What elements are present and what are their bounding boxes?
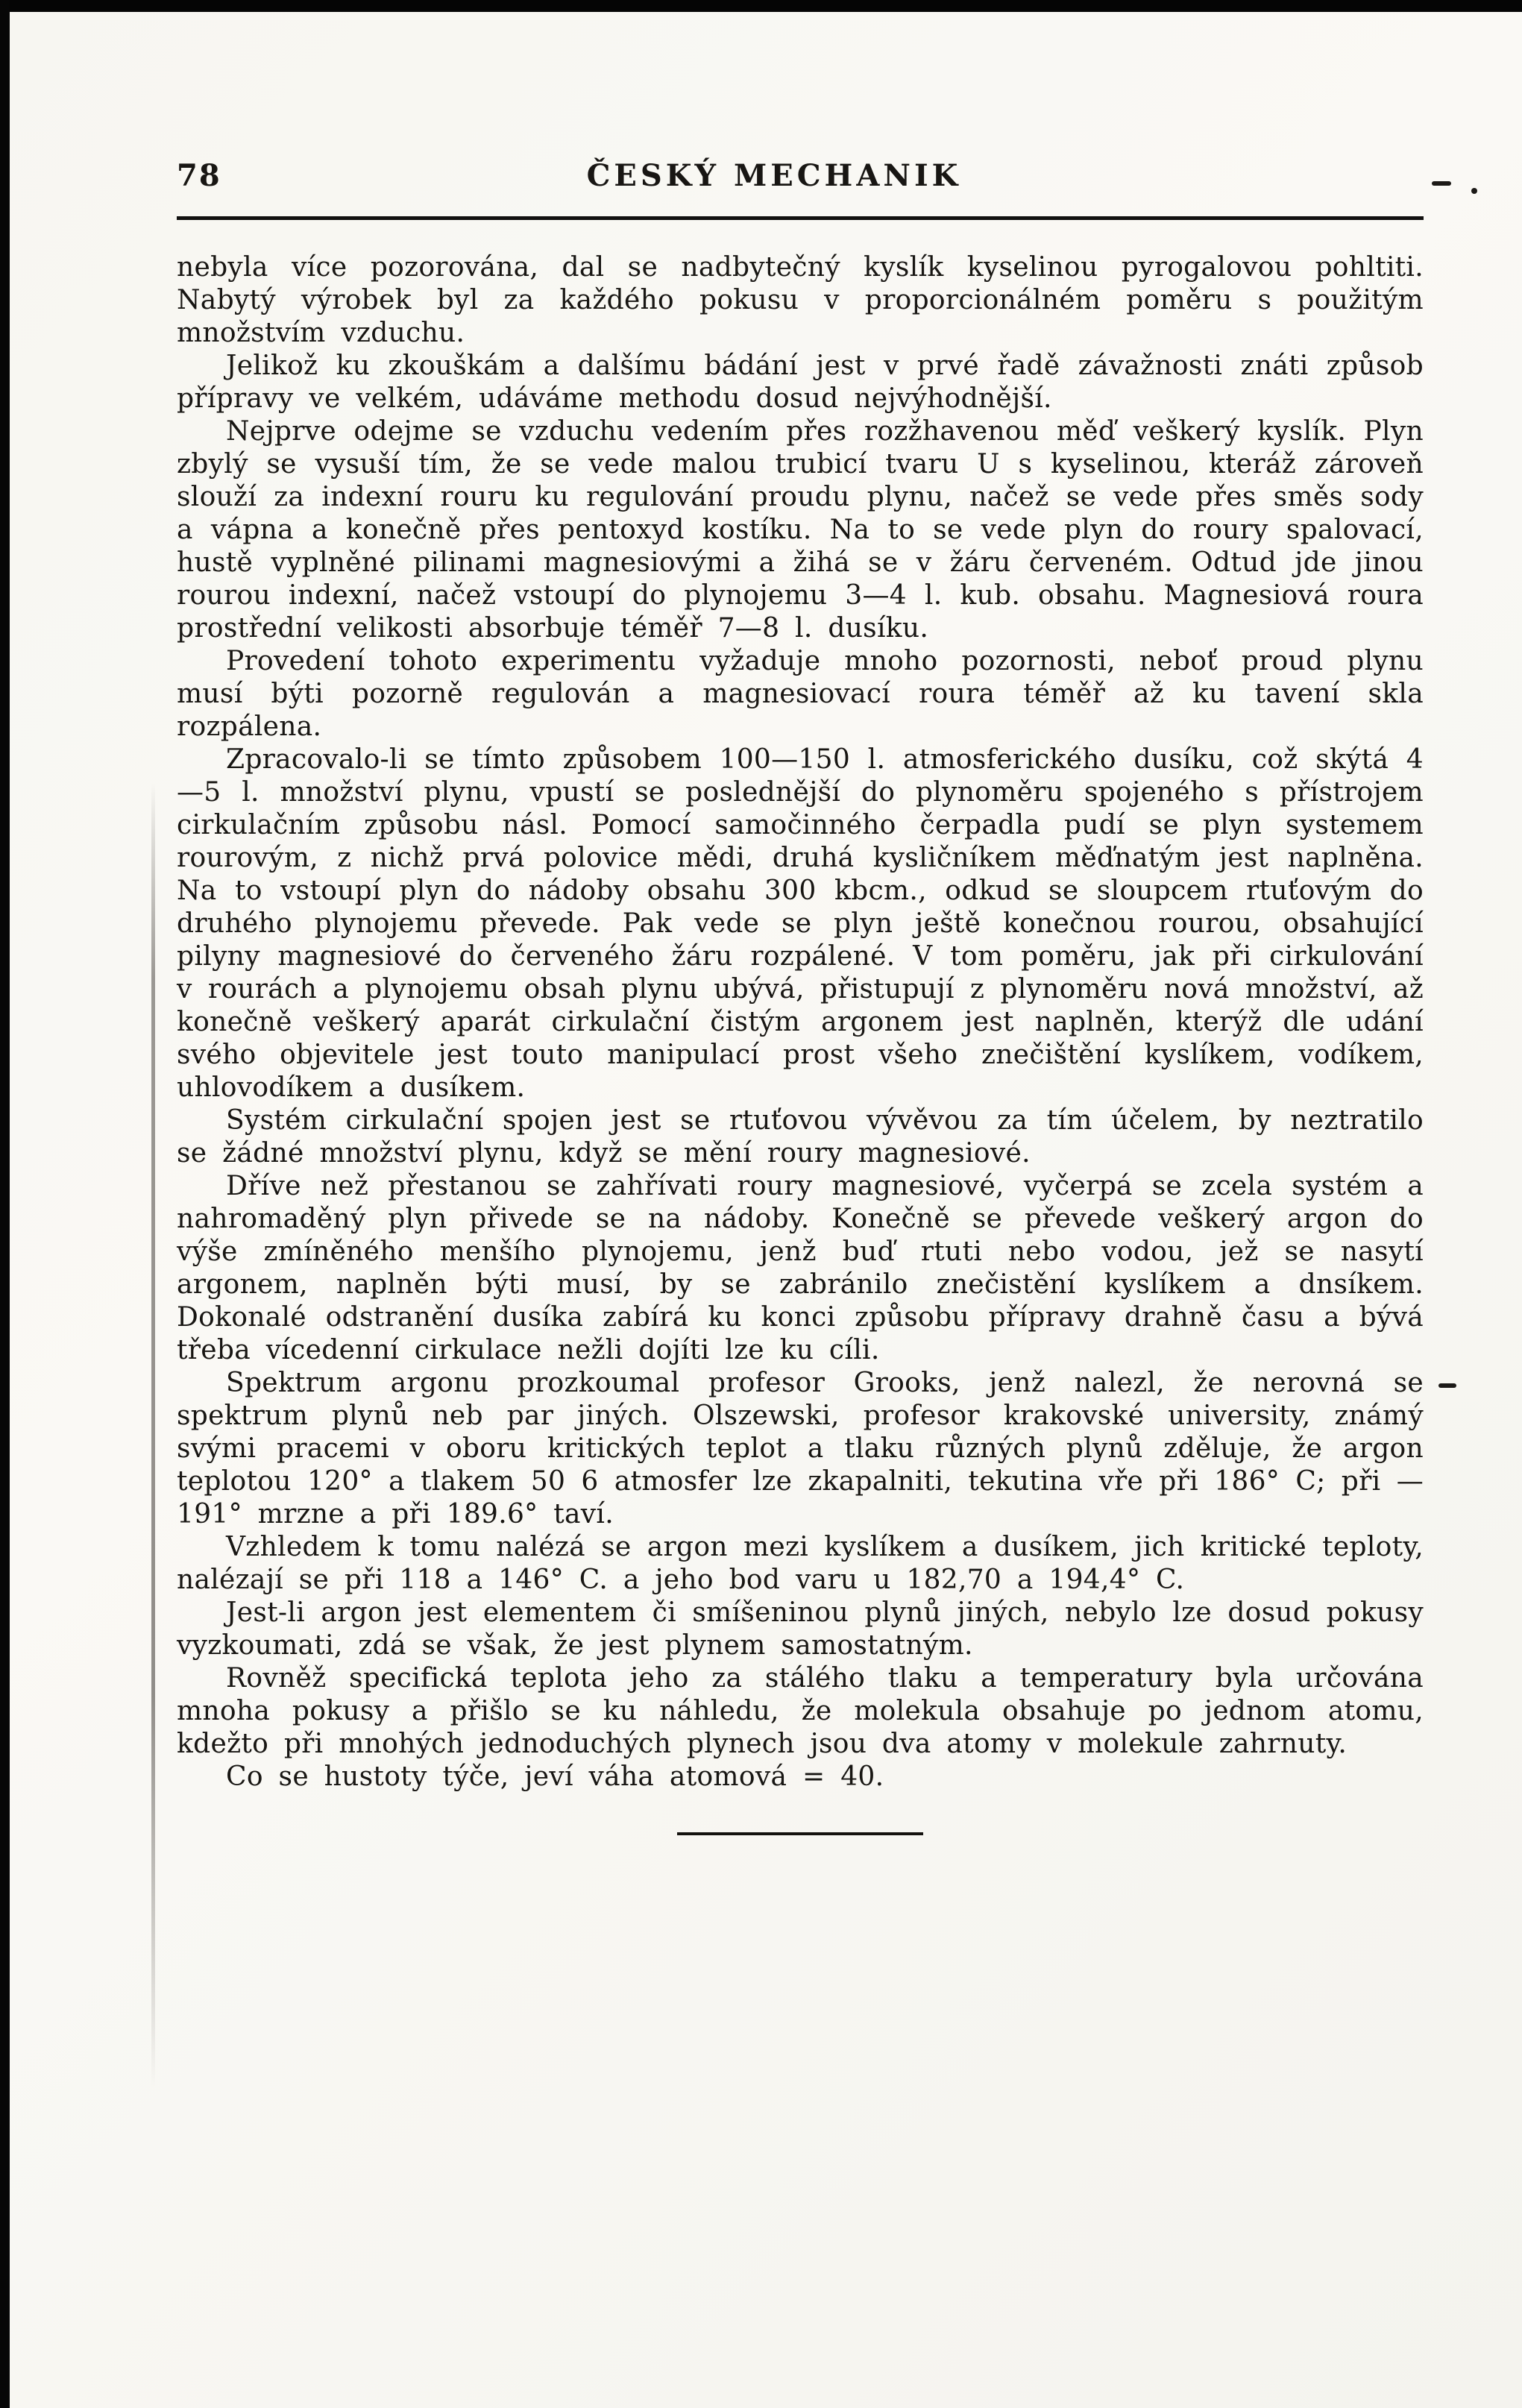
journal-title: ČESKÝ MECHANIK [586, 158, 962, 193]
paragraph: Rovněž specifická teplota jeho za stálého tlaku a temperatury byla určována mnoha pokusy a přišlo se ku náhledu, že molekula obsahuje po jednom atomu, kdežto při mnohých jednoduchých plynech jsou dva atomy v molekule zahrnuty. [177, 1663, 1424, 1759]
scan-artifact [1432, 181, 1451, 186]
scan-edge-top [0, 0, 1522, 12]
scan-artifact [1438, 1383, 1456, 1388]
section-end-rule [677, 1832, 923, 1835]
paragraph: Nejprve odejme se vzduchu vedením přes rozžhavenou měď veškerý kyslík. Plyn zbylý se vysuší tím, že se vede malou trubicí tvaru U s kyselinou, kteráž zároveň slouží za indexní rouru ku regulování proudu plynu, načež se vede přes směs sody a vápna a konečně přes pentoxyd kostíku. Na to se vede plyn do roury spalovací, hustě vyplněné pilinami magnesiovými a žihá se v žáru červeném. Odtud jde jinou rourou indexní, načež vstoupí do plynojemu 3—4 l. kub. obsahu. Magnesiová roura prostřední velikosti absorbuje téměř 7—8 l. dusíku. [177, 416, 1424, 644]
paragraph: Co se hustoty týče, jeví váha atomová = 40. [226, 1761, 884, 1792]
paragraph: Zpracovalo-li se tímto způsobem 100—150 l. atmosferického dusíku, což skýtá 4—5 l. množství plynu, vpustí se poslednější do plynoměru spojeného s přístrojem cirkulačním způsobu násl. Pomocí samočinného čerpadla pudí se plyn systemem rourovým, z nichž prvá polovice mědi, druhá kysličníkem měďnatým jest naplněna. Na to vstoupí plyn do nádoby obsahu 300 kbcm., odkud se sloupcem rtuťovým do druhého plynojemu převede. Pak vede se plyn ještě konečnou rourou, obsahující pilyny magnesiové do červeného žáru rozpálené. V tom poměru, jak při cirkulování v rourách a plynojemu obsah plynu ubývá, přistupují z plynoměru nová množství, až konečně veškerý aparát cirkulační čistým argonem jest naplněn, kterýž dle udání svého objevitele jest touto manipulací prost všeho znečištění kyslíkem, vodíkem, uhlovodíkem a dusíkem. [177, 744, 1424, 1103]
paragraph: Provedení tohoto experimentu vyžaduje mnoho pozornosti, neboť proud plynu musí býti pozorně regulován a magnesiovací roura téměř až ku tavení skla rozpálena. [177, 646, 1424, 742]
header-rule [177, 216, 1424, 220]
paragraph: Jelikož ku zkouškám a dalšímu bádání jest v prvé řadě závažnosti znáti způsob přípravy ve velkém, udáváme methodu dosud nejvýhodnější. [177, 350, 1424, 414]
body-text [177, 251, 1424, 1794]
paragraph: Vzhledem k tomu nalézá se argon mezi kyslíkem a dusíkem, jich kritické teploty, nalézají se při 118 a 146° C. a jeho bod varu u 182,70 a 194,4° C. [177, 1532, 1424, 1595]
page-content [177, 158, 1424, 1835]
scan-fold-line [151, 783, 155, 2088]
scan-edge-left [0, 0, 10, 2408]
paragraph: Spektrum argonu prozkoumal profesor Grooks, jenž nalezl, že nerovná se spektrum plynů neb par jiných. Olszewski, profesor krakovské university, známý svými pracemi v oboru kritických teplot a tlaku různých plynů zděluje, že argon teplotou 120° a tlakem 50 6 atmosfer lze zkapalniti, tekutina vře při 186° C; při — 191° mrzne a při 189.6° taví. [177, 1368, 1424, 1530]
paragraph: Jest-li argon jest elementem či smíšeninou plynů jiných, nebylo lze dosud pokusy vyzkoumati, zdá se však, že jest plynem samostatným. [177, 1597, 1424, 1661]
paragraph: nebyla více pozorována, dal se nadbytečný kyslík kyselinou pyrogalovou pohltiti. Nabytý výrobek byl za každého pokusu v proporcionálném poměru s použitým množstvím vzduchu. [177, 252, 1424, 348]
page-header [177, 158, 1424, 203]
paragraph: Systém cirkulační spojen jest se rtuťovou vývěvou za tím účelem, by neztratilo se žádné množství plynu, když se mění roury magnesiové. [177, 1105, 1424, 1169]
paragraph: Dříve než přestanou se zahřívati roury magnesiové, vyčerpá se zcela systém a nahromaděný plyn přivede se na nádoby. Konečně se převede veškerý argon do výše zmíněného menšího plynojemu, jenž buď rtuti nebo vodou, jež se nasytí argonem, naplněn býti musí, by se zabránilo znečistění kyslíkem a dnsíkem. Dokonalé odstranění dusíka zabírá ku konci způsobu přípravy drahně času a bývá třeba vícedenní cirkulace nežli dojíti lze ku cíli. [177, 1171, 1424, 1365]
page-number: 78 [177, 158, 221, 193]
scan-artifact [1471, 188, 1477, 194]
